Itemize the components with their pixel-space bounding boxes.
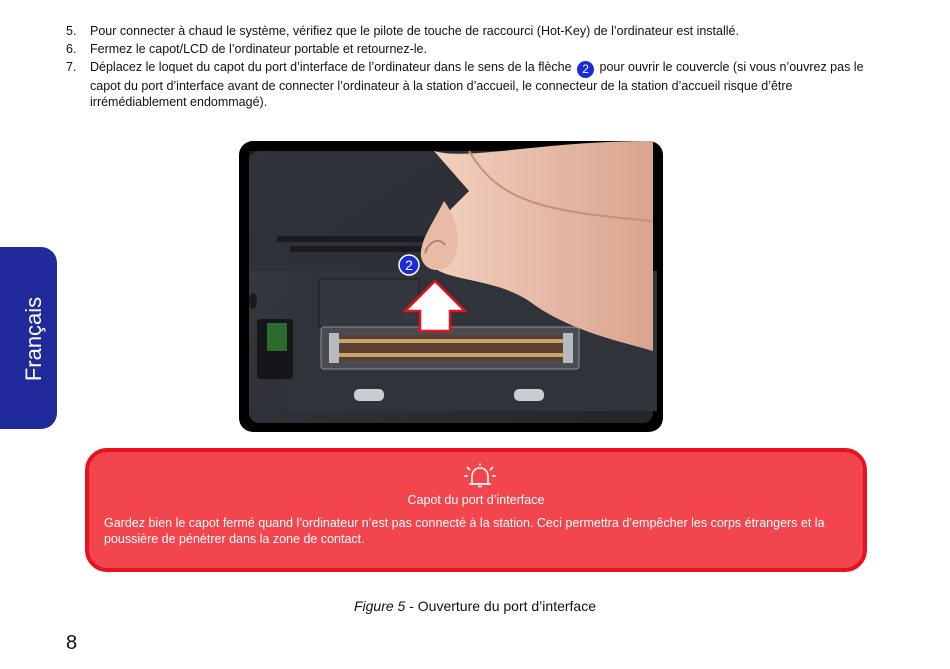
page-number: 8 <box>66 632 78 654</box>
step-item <box>66 41 886 57</box>
step-text: Pour connecter à chaud le système, vérifiez que le pilote de touche de raccourci (Hot-Key) de l’ordinateur est installé. <box>90 24 739 38</box>
port-cover-photo <box>239 141 663 432</box>
notice-body: Gardez bien le capot fermé quand l’ordinateur n’est pas connecté à la station. Ceci permettra d’empêcher les corps étrangers et la poussière de pénétrer dans la zone de contact. <box>104 516 825 546</box>
step-number: 7. <box>66 60 77 74</box>
step-item <box>66 59 886 110</box>
step-number: 6. <box>66 42 77 56</box>
instruction-list <box>66 23 886 112</box>
step-text <box>90 59 886 110</box>
photo-marker-2: 2 <box>405 257 413 273</box>
step-item <box>66 23 886 39</box>
figure-caption <box>0 598 950 614</box>
notice-title: Capot du port d’interface <box>407 493 545 507</box>
alarm-bell-icon <box>463 463 497 489</box>
language-tab-label: Français <box>21 296 46 382</box>
step-number: 5. <box>66 24 77 38</box>
arrow-marker-2: 2 <box>577 61 594 78</box>
language-tab <box>0 247 57 429</box>
step-text-after: pour ouvrir le couvercle (si vous n’ouvrez pas le capot du port d’interface avant de connecter l’ordinateur à la station d’accueil, le connecteur de la station d’accueil risque d’être irrémédiablement endommagé). <box>90 60 864 109</box>
step-text-before: Déplacez le loquet du capot du port d’interface de l’ordinateur dans le sens de la flèche <box>90 60 572 74</box>
figure-label: Figure 5 <box>353 598 406 614</box>
step-text: Fermez le capot/LCD de l’ordinateur portable et retournez-le. <box>90 42 427 56</box>
figure-caption-text: - Ouverture du port d’interface <box>405 598 596 614</box>
warning-notice <box>85 448 867 572</box>
laptop-underside-illustration <box>239 141 663 432</box>
